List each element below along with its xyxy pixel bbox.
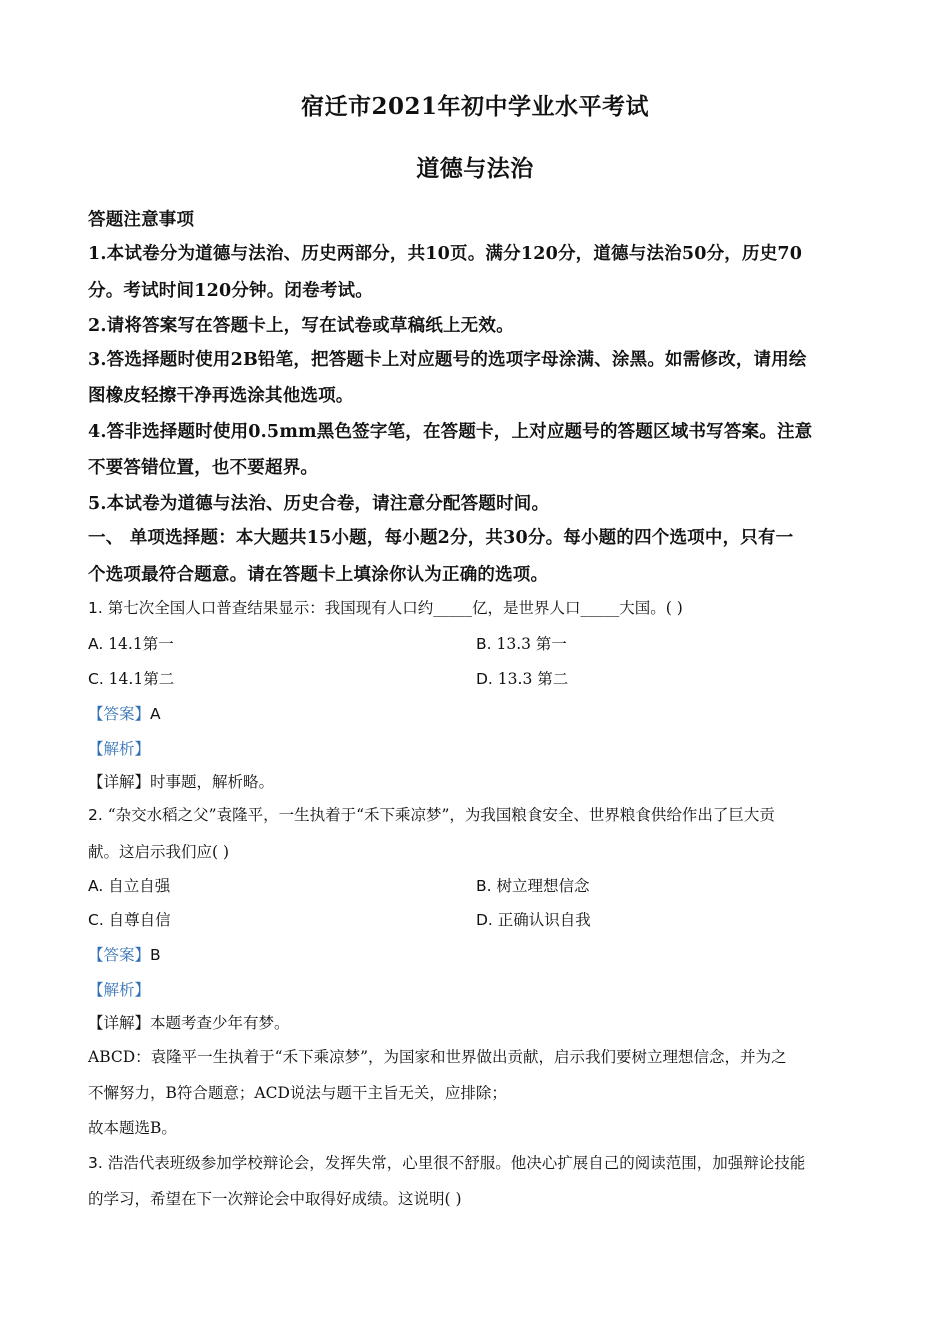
notice-line: 4.答非选择题时使用0.5mm黑色签字笔，在答题卡，上对应题号的答题区域书写答案。注意 xyxy=(88,422,813,442)
detail-line xyxy=(88,770,274,792)
notice-line: 分。考试时间120分钟。闭卷考试。 xyxy=(88,281,373,301)
question-stem xyxy=(88,1151,805,1173)
answer-value: A xyxy=(150,705,161,723)
detail-tag: 【详解】 xyxy=(88,1014,151,1032)
notice-heading: 答题注意事项 xyxy=(88,210,195,230)
question-stem-text: 第七次全国人口普查结果显示：我国现有人口约_____亿，是世界人口_____大国。( ) xyxy=(102,599,683,617)
question-stem xyxy=(88,596,683,618)
analysis-tag: 【解析】 xyxy=(88,981,151,999)
question-number: 2. xyxy=(88,806,103,824)
detail-line xyxy=(88,1011,290,1033)
notice-line: 不要答错位置，也不要超界。 xyxy=(88,458,319,478)
notice-line: 2.请将答案写在答题卡上，写在试卷或草稿纸上无效。 xyxy=(88,316,514,336)
analysis-text: 不懈努力，B符合题意；ACD说法与题干主旨无关，应排除； xyxy=(88,1084,507,1102)
exam-subject: 道德与法治 xyxy=(416,155,534,182)
answer-line xyxy=(88,943,161,965)
question-stem-cont: 献。这启示我们应( ) xyxy=(88,843,230,861)
section-heading: 一、 单项选择题：本大题共15小题，每小题2分，共30分。每小题的四个选项中，只有一 xyxy=(88,528,794,548)
question-stem-cont: 的学习，希望在下一次辩论会中取得好成绩。这说明( ) xyxy=(88,1190,462,1208)
option-d: D. 正确认识自我 xyxy=(476,911,591,929)
question-number: 3. xyxy=(88,1154,103,1172)
option-b: B. 树立理想信念 xyxy=(476,877,590,895)
option-d: D. 13.3 第二 xyxy=(476,670,569,688)
answer-line xyxy=(88,702,161,724)
exam-title: 宿迁市2021年初中学业水平考试 xyxy=(300,93,649,120)
detail-text: 本题考查少年有梦。 xyxy=(150,1014,290,1032)
option-a: A. 14.1第一 xyxy=(88,635,174,653)
question-stem xyxy=(88,803,775,825)
answer-value: B xyxy=(150,946,161,964)
option-a: A. 自立自强 xyxy=(88,877,171,895)
option-c: C. 自尊自信 xyxy=(88,911,171,929)
notice-line: 5.本试卷为道德与法治、历史合卷，请注意分配答题时间。 xyxy=(88,494,550,514)
analysis-text: ABCD：袁隆平一生执着于“禾下乘凉梦”，为国家和世界做出贡献，启示我们要树立理想信念，并为之 xyxy=(88,1048,787,1066)
question-number: 1. xyxy=(88,599,103,617)
question-stem-text: “杂交水稻之父”袁隆平，一生执着于“禾下乘凉梦”，为我国粮食安全、世界粮食供给作出了巨大贡 xyxy=(102,806,775,824)
option-b: B. 13.3 第一 xyxy=(476,635,567,653)
section-heading-cont: 个选项最符合题意。请在答题卡上填涂你认为正确的选项。 xyxy=(88,565,549,585)
option-c: C. 14.1第二 xyxy=(88,670,175,688)
analysis-conclusion: 故本题选B。 xyxy=(88,1119,177,1137)
detail-text: 时事题，解析略。 xyxy=(150,773,275,791)
notice-line: 3.答选择题时使用2B铅笔，把答题卡上对应题号的选项字母涂满、涂黑。如需修改，请用绘 xyxy=(88,350,807,370)
detail-tag: 【详解】 xyxy=(88,773,151,791)
answer-tag: 【答案】 xyxy=(88,705,151,723)
question-stem-text: 浩浩代表班级参加学校辩论会，发挥失常，心里很不舒服。他决心扩展自己的阅读范围，加强辩论技能 xyxy=(102,1154,806,1172)
notice-line: 图橡皮轻擦干净再选涂其他选项。 xyxy=(88,386,354,406)
answer-tag: 【答案】 xyxy=(88,946,151,964)
notice-line: 1.本试卷分为道德与法治、历史两部分，共10页。满分120分，道德与法治50分，历史70 xyxy=(88,244,803,264)
analysis-tag: 【解析】 xyxy=(88,740,151,758)
